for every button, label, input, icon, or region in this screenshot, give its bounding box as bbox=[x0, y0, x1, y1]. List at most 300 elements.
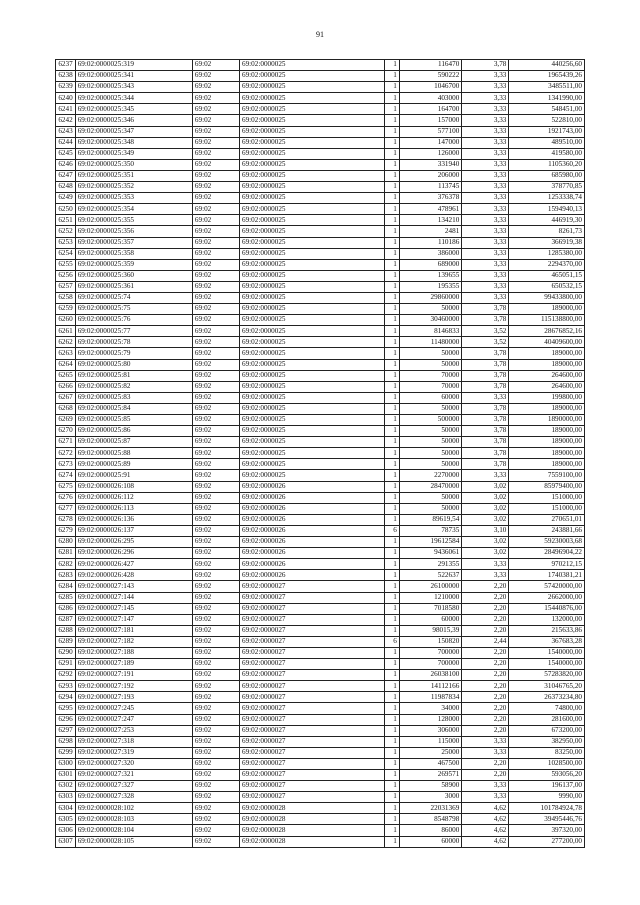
cadastral-number-cell: 69:02:0000027:192 bbox=[75, 681, 192, 692]
cadastral-number-cell: 69:02:0000025:348 bbox=[75, 137, 192, 148]
cadastral-zone-cell: 69:02 bbox=[192, 548, 239, 559]
cadastral-value-cell: 15440876,00 bbox=[509, 603, 585, 614]
rate-value-cell: 3,33 bbox=[462, 137, 509, 148]
cadastral-quarter-cell: 69:02:0000027 bbox=[239, 747, 384, 758]
cadastral-value-cell: 548451,00 bbox=[509, 104, 585, 115]
parcel-count-cell: 1 bbox=[384, 625, 399, 636]
cadastral-value-cell: 382950,00 bbox=[509, 736, 585, 747]
cadastral-quarter-cell: 69:02:0000027 bbox=[239, 625, 384, 636]
cadastral-number-cell: 69:02:0000025:361 bbox=[75, 281, 192, 292]
parcel-count-cell: 1 bbox=[384, 592, 399, 603]
cadastral-value-cell: 9990,00 bbox=[509, 792, 585, 803]
cadastral-zone-cell: 69:02 bbox=[192, 204, 239, 215]
cadastral-value-cell: 1028500,00 bbox=[509, 758, 585, 769]
cadastral-zone-cell: 69:02 bbox=[192, 781, 239, 792]
parcel-count-cell: 1 bbox=[384, 492, 399, 503]
row-number-cell: 6256 bbox=[56, 270, 76, 281]
rate-value-cell: 2,20 bbox=[462, 725, 509, 736]
area-value-cell: 50000 bbox=[399, 348, 461, 359]
row-number-cell: 6267 bbox=[56, 392, 76, 403]
rate-value-cell: 3,52 bbox=[462, 326, 509, 337]
cadastral-zone-cell: 69:02 bbox=[192, 570, 239, 581]
parcel-count-cell: 1 bbox=[384, 137, 399, 148]
parcel-count-cell: 1 bbox=[384, 204, 399, 215]
row-number-cell: 6288 bbox=[56, 625, 76, 636]
cadastral-quarter-cell: 69:02:0000025 bbox=[239, 71, 384, 82]
parcel-count-cell: 1 bbox=[384, 614, 399, 625]
rate-value-cell: 3,33 bbox=[462, 193, 509, 204]
cadastral-zone-cell: 69:02 bbox=[192, 836, 239, 847]
area-value-cell: 577100 bbox=[399, 126, 461, 137]
parcel-count-cell: 1 bbox=[384, 570, 399, 581]
table-row bbox=[56, 459, 585, 470]
cadastral-quarter-cell: 69:02:0000025 bbox=[239, 104, 384, 115]
parcel-count-cell: 1 bbox=[384, 825, 399, 836]
rate-value-cell: 3,33 bbox=[462, 781, 509, 792]
area-value-cell: 26038100 bbox=[399, 670, 461, 681]
cadastral-number-cell: 69:02:0000027:253 bbox=[75, 725, 192, 736]
area-value-cell: 9436061 bbox=[399, 548, 461, 559]
cadastral-quarter-cell: 69:02:0000025 bbox=[239, 82, 384, 93]
row-number-cell: 6240 bbox=[56, 93, 76, 104]
table-row bbox=[56, 836, 585, 847]
table-row bbox=[56, 581, 585, 592]
cadastral-number-cell: 69:02:0000026:136 bbox=[75, 514, 192, 525]
table-row bbox=[56, 437, 585, 448]
cadastral-quarter-cell: 69:02:0000025 bbox=[239, 270, 384, 281]
table-row bbox=[56, 525, 585, 536]
table-row bbox=[56, 348, 585, 359]
table-row bbox=[56, 636, 585, 647]
rate-value-cell: 3,10 bbox=[462, 525, 509, 536]
table-row bbox=[56, 770, 585, 781]
rate-value-cell: 3,33 bbox=[462, 248, 509, 259]
row-number-cell: 6248 bbox=[56, 182, 76, 193]
cadastral-quarter-cell: 69:02:0000025 bbox=[239, 170, 384, 181]
parcel-count-cell: 1 bbox=[384, 703, 399, 714]
row-number-cell: 6266 bbox=[56, 381, 76, 392]
cadastral-quarter-cell: 69:02:0000025 bbox=[239, 115, 384, 126]
rate-value-cell: 3,33 bbox=[462, 115, 509, 126]
parcel-count-cell: 1 bbox=[384, 403, 399, 414]
cadastral-value-cell: 264600,00 bbox=[509, 381, 585, 392]
rate-value-cell: 3,33 bbox=[462, 159, 509, 170]
cadastral-value-cell: 2294370,00 bbox=[509, 259, 585, 270]
cadastral-value-cell: 1540000,00 bbox=[509, 647, 585, 658]
cadastral-number-cell: 69:02:0000027:147 bbox=[75, 614, 192, 625]
table-row bbox=[56, 603, 585, 614]
row-number-cell: 6273 bbox=[56, 459, 76, 470]
cadastral-zone-cell: 69:02 bbox=[192, 159, 239, 170]
cadastral-value-cell: 1594940,13 bbox=[509, 204, 585, 215]
cadastral-number-cell: 69:02:0000027:181 bbox=[75, 625, 192, 636]
row-number-cell: 6264 bbox=[56, 359, 76, 370]
cadastral-value-cell: 28676852,16 bbox=[509, 326, 585, 337]
rate-value-cell: 3,33 bbox=[462, 270, 509, 281]
cadastral-value-cell: 189000,00 bbox=[509, 448, 585, 459]
cadastral-zone-cell: 69:02 bbox=[192, 71, 239, 82]
row-number-cell: 6285 bbox=[56, 592, 76, 603]
cadastral-quarter-cell: 69:02:0000025 bbox=[239, 448, 384, 459]
cadastral-zone-cell: 69:02 bbox=[192, 248, 239, 259]
cadastral-zone-cell: 69:02 bbox=[192, 492, 239, 503]
parcel-count-cell: 1 bbox=[384, 392, 399, 403]
table-row bbox=[56, 93, 585, 104]
row-number-cell: 6237 bbox=[56, 60, 76, 71]
rate-value-cell: 3,78 bbox=[462, 448, 509, 459]
parcel-count-cell: 1 bbox=[384, 725, 399, 736]
row-number-cell: 6239 bbox=[56, 82, 76, 93]
area-value-cell: 590222 bbox=[399, 71, 461, 82]
table-row bbox=[56, 193, 585, 204]
parcel-count-cell: 1 bbox=[384, 281, 399, 292]
rate-value-cell: 3,52 bbox=[462, 337, 509, 348]
cadastral-quarter-cell: 69:02:0000025 bbox=[239, 437, 384, 448]
cadastral-quarter-cell: 69:02:0000025 bbox=[239, 226, 384, 237]
cadastral-zone-cell: 69:02 bbox=[192, 182, 239, 193]
table-row bbox=[56, 392, 585, 403]
rate-value-cell: 3,78 bbox=[462, 437, 509, 448]
cadastral-zone-cell: 69:02 bbox=[192, 636, 239, 647]
table-row bbox=[56, 315, 585, 326]
cadastral-quarter-cell: 69:02:0000027 bbox=[239, 792, 384, 803]
cadastral-number-cell: 69:02:0000025:344 bbox=[75, 93, 192, 104]
area-value-cell: 134210 bbox=[399, 215, 461, 226]
cadastral-quarter-cell: 69:02:0000025 bbox=[239, 337, 384, 348]
table-row bbox=[56, 647, 585, 658]
cadastral-zone-cell: 69:02 bbox=[192, 348, 239, 359]
table-row bbox=[56, 692, 585, 703]
cadastral-zone-cell: 69:02 bbox=[192, 337, 239, 348]
cadastral-zone-cell: 69:02 bbox=[192, 215, 239, 226]
rate-value-cell: 3,78 bbox=[462, 415, 509, 426]
parcel-count-cell: 1 bbox=[384, 315, 399, 326]
cadastral-zone-cell: 69:02 bbox=[192, 193, 239, 204]
cadastral-zone-cell: 69:02 bbox=[192, 514, 239, 525]
cadastral-value-cell: 189000,00 bbox=[509, 459, 585, 470]
cadastral-zone-cell: 69:02 bbox=[192, 415, 239, 426]
area-value-cell: 116470 bbox=[399, 60, 461, 71]
cadastral-value-cell: 189000,00 bbox=[509, 304, 585, 315]
rate-value-cell: 2,20 bbox=[462, 603, 509, 614]
cadastral-number-cell: 69:02:0000027:143 bbox=[75, 581, 192, 592]
cadastral-quarter-cell: 69:02:0000025 bbox=[239, 415, 384, 426]
cadastral-zone-cell: 69:02 bbox=[192, 747, 239, 758]
cadastral-quarter-cell: 69:02:0000028 bbox=[239, 825, 384, 836]
cadastral-quarter-cell: 69:02:0000027 bbox=[239, 647, 384, 658]
area-value-cell: 467500 bbox=[399, 758, 461, 769]
cadastral-number-cell: 69:02:0000025:75 bbox=[75, 304, 192, 315]
table-row bbox=[56, 337, 585, 348]
cadastral-number-cell: 69:02:0000025:356 bbox=[75, 226, 192, 237]
parcel-count-cell: 1 bbox=[384, 126, 399, 137]
table-row bbox=[56, 537, 585, 548]
cadastral-number-cell: 69:02:0000025:83 bbox=[75, 392, 192, 403]
cadastral-zone-cell: 69:02 bbox=[192, 525, 239, 536]
parcel-count-cell: 1 bbox=[384, 736, 399, 747]
table-row bbox=[56, 559, 585, 570]
area-value-cell: 195355 bbox=[399, 281, 461, 292]
cadastral-value-cell: 8261,73 bbox=[509, 226, 585, 237]
area-value-cell: 11987834 bbox=[399, 692, 461, 703]
table-row bbox=[56, 470, 585, 481]
cadastral-zone-cell: 69:02 bbox=[192, 170, 239, 181]
cadastral-number-cell: 69:02:0000025:357 bbox=[75, 237, 192, 248]
rate-value-cell: 2,20 bbox=[462, 647, 509, 658]
cadastral-value-cell: 593056,20 bbox=[509, 770, 585, 781]
area-value-cell: 7018580 bbox=[399, 603, 461, 614]
area-value-cell: 2481 bbox=[399, 226, 461, 237]
row-number-cell: 6294 bbox=[56, 692, 76, 703]
table-row bbox=[56, 614, 585, 625]
rate-value-cell: 3,02 bbox=[462, 492, 509, 503]
rate-value-cell: 3,02 bbox=[462, 537, 509, 548]
cadastral-number-cell: 69:02:0000025:355 bbox=[75, 215, 192, 226]
row-number-cell: 6305 bbox=[56, 814, 76, 825]
row-number-cell: 6259 bbox=[56, 304, 76, 315]
parcel-count-cell: 1 bbox=[384, 437, 399, 448]
rate-value-cell: 3,33 bbox=[462, 170, 509, 181]
cadastral-value-cell: 277200,00 bbox=[509, 836, 585, 847]
cadastral-zone-cell: 69:02 bbox=[192, 559, 239, 570]
table-row bbox=[56, 326, 585, 337]
table-row bbox=[56, 226, 585, 237]
cadastral-value-cell: 28496904,22 bbox=[509, 548, 585, 559]
row-number-cell: 6284 bbox=[56, 581, 76, 592]
row-number-cell: 6298 bbox=[56, 736, 76, 747]
area-value-cell: 86000 bbox=[399, 825, 461, 836]
row-number-cell: 6255 bbox=[56, 259, 76, 270]
cadastral-quarter-cell: 69:02:0000025 bbox=[239, 359, 384, 370]
cadastral-value-cell: 199800,00 bbox=[509, 392, 585, 403]
cadastral-zone-cell: 69:02 bbox=[192, 592, 239, 603]
cadastral-quarter-cell: 69:02:0000027 bbox=[239, 659, 384, 670]
parcel-count-cell: 1 bbox=[384, 82, 399, 93]
cadastral-value-cell: 419580,00 bbox=[509, 148, 585, 159]
parcel-count-cell: 1 bbox=[384, 770, 399, 781]
parcel-count-cell: 1 bbox=[384, 292, 399, 303]
table-row bbox=[56, 426, 585, 437]
cadastral-number-cell: 69:02:0000025:82 bbox=[75, 381, 192, 392]
area-value-cell: 500000 bbox=[399, 415, 461, 426]
row-number-cell: 6246 bbox=[56, 159, 76, 170]
row-number-cell: 6300 bbox=[56, 758, 76, 769]
cadastral-value-cell: 1105360,20 bbox=[509, 159, 585, 170]
cadastral-quarter-cell: 69:02:0000025 bbox=[239, 315, 384, 326]
area-value-cell: 126000 bbox=[399, 148, 461, 159]
table-row bbox=[56, 481, 585, 492]
row-number-cell: 6279 bbox=[56, 525, 76, 536]
area-value-cell: 70000 bbox=[399, 370, 461, 381]
rate-value-cell: 3,33 bbox=[462, 259, 509, 270]
cadastral-zone-cell: 69:02 bbox=[192, 625, 239, 636]
parcel-count-cell: 1 bbox=[384, 270, 399, 281]
cadastral-value-cell: 189000,00 bbox=[509, 359, 585, 370]
table-row bbox=[56, 548, 585, 559]
cadastral-zone-cell: 69:02 bbox=[192, 725, 239, 736]
parcel-count-cell: 1 bbox=[384, 803, 399, 814]
cadastral-quarter-cell: 69:02:0000025 bbox=[239, 326, 384, 337]
cadastral-value-cell: 1285380,00 bbox=[509, 248, 585, 259]
parcel-count-cell: 1 bbox=[384, 692, 399, 703]
area-value-cell: 22031369 bbox=[399, 803, 461, 814]
area-value-cell: 386000 bbox=[399, 248, 461, 259]
parcel-count-cell: 1 bbox=[384, 148, 399, 159]
cadastral-number-cell: 69:02:0000028:103 bbox=[75, 814, 192, 825]
area-value-cell: 331940 bbox=[399, 159, 461, 170]
area-value-cell: 50000 bbox=[399, 403, 461, 414]
rate-value-cell: 3,33 bbox=[462, 93, 509, 104]
cadastral-quarter-cell: 69:02:0000026 bbox=[239, 481, 384, 492]
cadastral-value-cell: 57283820,00 bbox=[509, 670, 585, 681]
row-number-cell: 6295 bbox=[56, 703, 76, 714]
rate-value-cell: 3,78 bbox=[462, 426, 509, 437]
table-row bbox=[56, 503, 585, 514]
table-row bbox=[56, 304, 585, 315]
cadastral-value-cell: 1740381,21 bbox=[509, 570, 585, 581]
area-value-cell: 34000 bbox=[399, 703, 461, 714]
area-value-cell: 700000 bbox=[399, 659, 461, 670]
cadastral-zone-cell: 69:02 bbox=[192, 481, 239, 492]
cadastral-zone-cell: 69:02 bbox=[192, 437, 239, 448]
cadastral-number-cell: 69:02:0000025:88 bbox=[75, 448, 192, 459]
area-value-cell: 50000 bbox=[399, 503, 461, 514]
parcel-count-cell: 1 bbox=[384, 415, 399, 426]
cadastral-zone-cell: 69:02 bbox=[192, 581, 239, 592]
cadastral-quarter-cell: 69:02:0000025 bbox=[239, 148, 384, 159]
row-number-cell: 6293 bbox=[56, 681, 76, 692]
cadastral-number-cell: 69:02:0000027:321 bbox=[75, 770, 192, 781]
area-value-cell: 403000 bbox=[399, 93, 461, 104]
parcel-count-cell: 1 bbox=[384, 581, 399, 592]
rate-value-cell: 3,33 bbox=[462, 148, 509, 159]
cadastral-zone-cell: 69:02 bbox=[192, 659, 239, 670]
cadastral-number-cell: 69:02:0000025:351 bbox=[75, 170, 192, 181]
area-value-cell: 269571 bbox=[399, 770, 461, 781]
parcel-count-cell: 1 bbox=[384, 781, 399, 792]
cadastral-quarter-cell: 69:02:0000027 bbox=[239, 736, 384, 747]
parcel-count-cell: 1 bbox=[384, 681, 399, 692]
cadastral-value-cell: 40409600,00 bbox=[509, 337, 585, 348]
cadastral-quarter-cell: 69:02:0000026 bbox=[239, 559, 384, 570]
cadastral-value-cell: 1890000,00 bbox=[509, 415, 585, 426]
table-row bbox=[56, 248, 585, 259]
area-value-cell: 139655 bbox=[399, 270, 461, 281]
row-number-cell: 6302 bbox=[56, 781, 76, 792]
row-number-cell: 6263 bbox=[56, 348, 76, 359]
cadastral-quarter-cell: 69:02:0000025 bbox=[239, 403, 384, 414]
area-value-cell: 376378 bbox=[399, 193, 461, 204]
row-number-cell: 6270 bbox=[56, 426, 76, 437]
rate-value-cell: 2,20 bbox=[462, 614, 509, 625]
table-row bbox=[56, 82, 585, 93]
cadastral-number-cell: 69:02:0000025:91 bbox=[75, 470, 192, 481]
cadastral-number-cell: 69:02:0000026:108 bbox=[75, 481, 192, 492]
area-value-cell: 115000 bbox=[399, 736, 461, 747]
area-value-cell: 89619,54 bbox=[399, 514, 461, 525]
table-row bbox=[56, 747, 585, 758]
cadastral-zone-cell: 69:02 bbox=[192, 281, 239, 292]
cadastral-value-cell: 151000,00 bbox=[509, 503, 585, 514]
cadastral-zone-cell: 69:02 bbox=[192, 714, 239, 725]
area-value-cell: 306000 bbox=[399, 725, 461, 736]
table-row bbox=[56, 570, 585, 581]
row-number-cell: 6283 bbox=[56, 570, 76, 581]
row-number-cell: 6243 bbox=[56, 126, 76, 137]
area-value-cell: 50000 bbox=[399, 437, 461, 448]
area-value-cell: 26100000 bbox=[399, 581, 461, 592]
row-number-cell: 6251 bbox=[56, 215, 76, 226]
cadastral-value-cell: 3485511,00 bbox=[509, 82, 585, 93]
parcel-count-cell: 1 bbox=[384, 326, 399, 337]
cadastral-value-cell: 151000,00 bbox=[509, 492, 585, 503]
rate-value-cell: 3,33 bbox=[462, 237, 509, 248]
parcel-count-cell: 6 bbox=[384, 636, 399, 647]
area-value-cell: 70000 bbox=[399, 381, 461, 392]
row-number-cell: 6277 bbox=[56, 503, 76, 514]
cadastral-number-cell: 69:02:0000025:358 bbox=[75, 248, 192, 259]
cadastral-quarter-cell: 69:02:0000026 bbox=[239, 537, 384, 548]
row-number-cell: 6258 bbox=[56, 292, 76, 303]
cadastral-quarter-cell: 69:02:0000027 bbox=[239, 592, 384, 603]
row-number-cell: 6254 bbox=[56, 248, 76, 259]
rate-value-cell: 3,02 bbox=[462, 514, 509, 525]
cadastral-quarter-cell: 69:02:0000025 bbox=[239, 381, 384, 392]
cadastral-zone-cell: 69:02 bbox=[192, 770, 239, 781]
area-value-cell: 50000 bbox=[399, 492, 461, 503]
table-row bbox=[56, 736, 585, 747]
rate-value-cell: 4,62 bbox=[462, 803, 509, 814]
area-value-cell: 1210000 bbox=[399, 592, 461, 603]
rate-value-cell: 3,02 bbox=[462, 548, 509, 559]
table-row bbox=[56, 514, 585, 525]
table-row bbox=[56, 215, 585, 226]
table-row bbox=[56, 625, 585, 636]
parcel-count-cell: 1 bbox=[384, 514, 399, 525]
parcel-count-cell: 1 bbox=[384, 381, 399, 392]
parcel-count-cell: 1 bbox=[384, 93, 399, 104]
cadastral-value-cell: 1965439,26 bbox=[509, 71, 585, 82]
rate-value-cell: 3,33 bbox=[462, 226, 509, 237]
cadastral-value-cell: 440256,60 bbox=[509, 60, 585, 71]
rate-value-cell: 2,20 bbox=[462, 703, 509, 714]
rate-value-cell: 3,33 bbox=[462, 126, 509, 137]
rate-value-cell: 3,02 bbox=[462, 481, 509, 492]
table-row bbox=[56, 803, 585, 814]
rate-value-cell: 3,33 bbox=[462, 736, 509, 747]
parcel-count-cell: 1 bbox=[384, 758, 399, 769]
rate-value-cell: 3,33 bbox=[462, 559, 509, 570]
area-value-cell: 50000 bbox=[399, 459, 461, 470]
table-row bbox=[56, 137, 585, 148]
cadastral-value-cell: 685980,00 bbox=[509, 170, 585, 181]
cadastral-zone-cell: 69:02 bbox=[192, 681, 239, 692]
row-number-cell: 6238 bbox=[56, 71, 76, 82]
rate-value-cell: 3,33 bbox=[462, 104, 509, 115]
row-number-cell: 6290 bbox=[56, 647, 76, 658]
rate-value-cell: 2,20 bbox=[462, 692, 509, 703]
cadastral-zone-cell: 69:02 bbox=[192, 126, 239, 137]
cadastral-number-cell: 69:02:0000025:347 bbox=[75, 126, 192, 137]
table-row bbox=[56, 126, 585, 137]
table-row bbox=[56, 781, 585, 792]
table-row bbox=[56, 758, 585, 769]
cadastral-quarter-cell: 69:02:0000027 bbox=[239, 714, 384, 725]
parcel-count-cell: 1 bbox=[384, 448, 399, 459]
cadastral-number-cell: 69:02:0000025:78 bbox=[75, 337, 192, 348]
row-number-cell: 6301 bbox=[56, 770, 76, 781]
parcel-count-cell: 1 bbox=[384, 603, 399, 614]
